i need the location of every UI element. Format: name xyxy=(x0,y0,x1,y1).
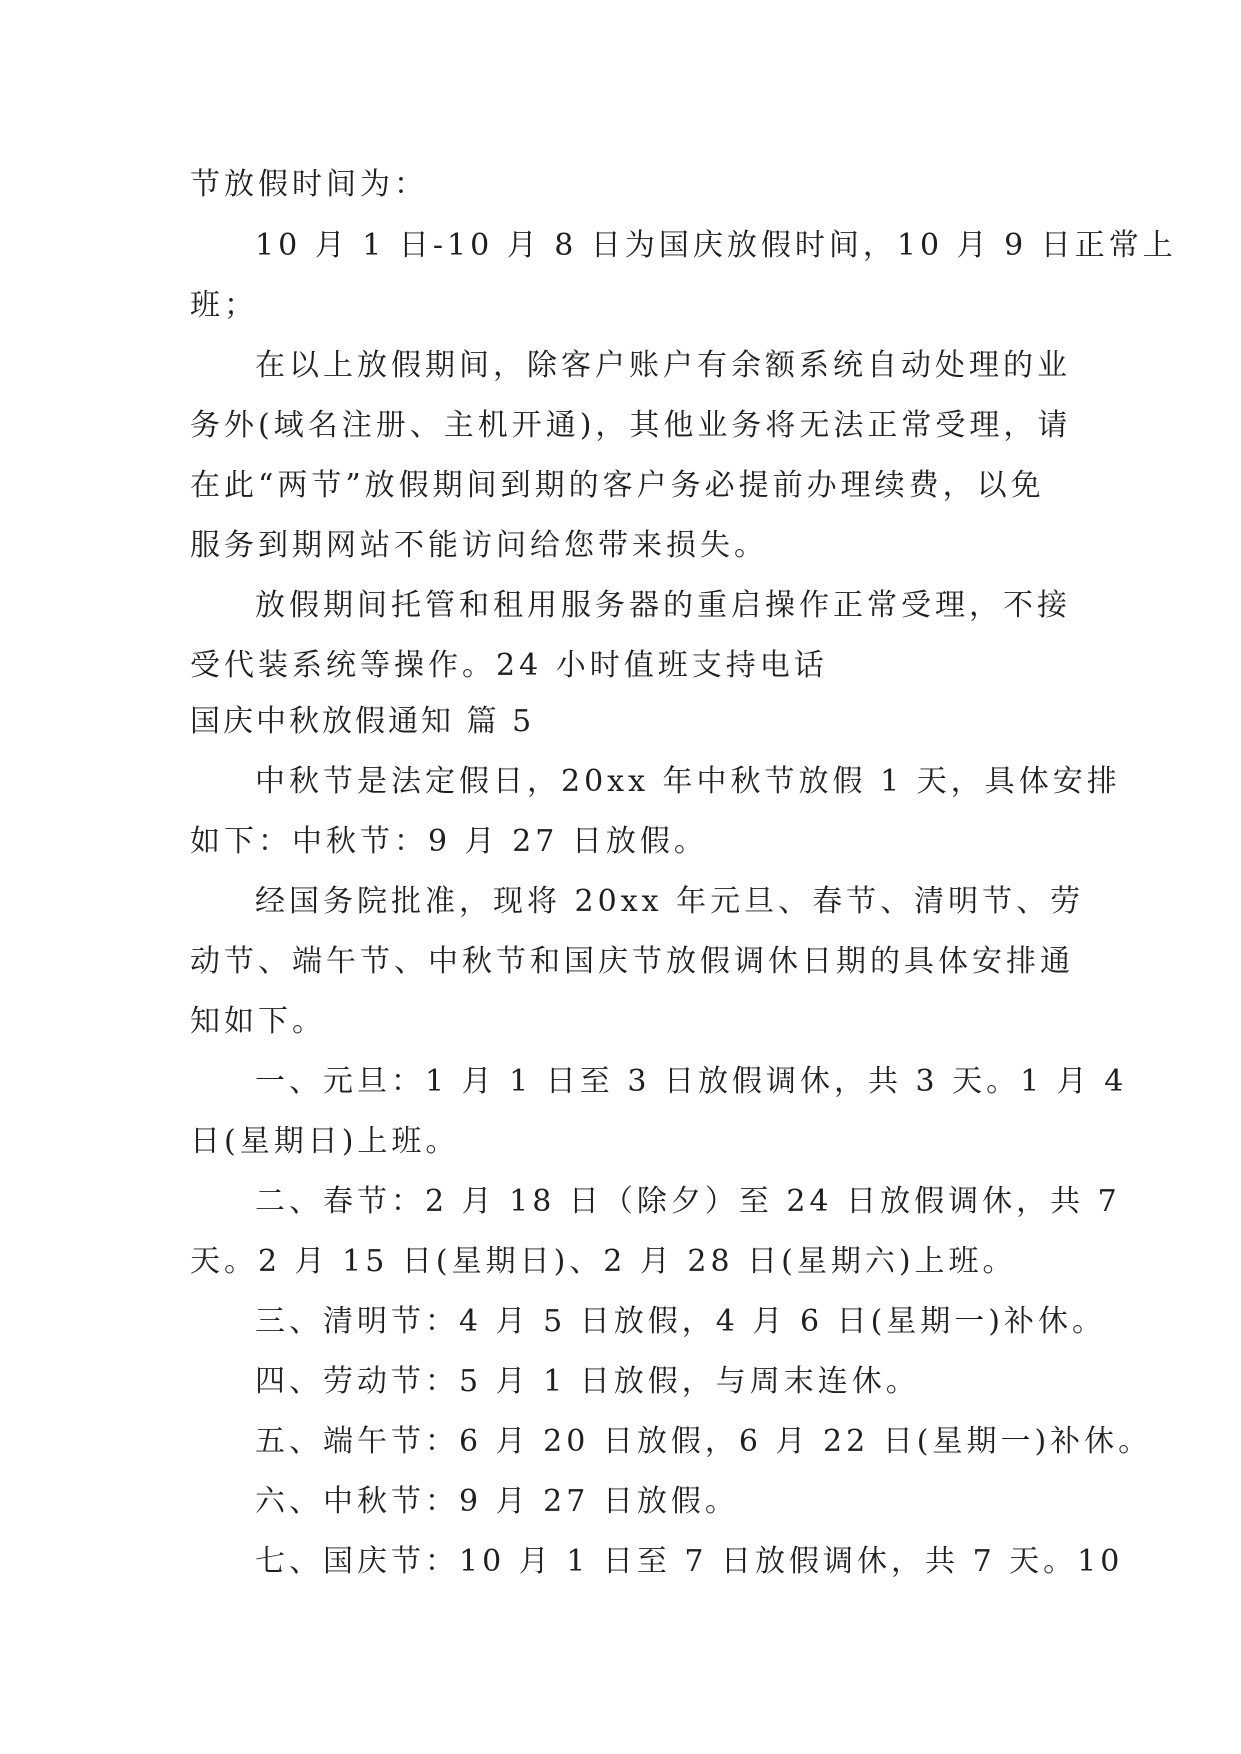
text-line: 五、端午节：6 月 20 日放假，6 月 22 日(星期一)补休。 xyxy=(255,1424,1153,1459)
text-line: 班； xyxy=(190,288,258,323)
text-line: 服务到期网站不能访问给您带来损失。 xyxy=(190,528,768,563)
text-line: 四、劳动节：5 月 1 日放假，与周末连休。 xyxy=(255,1364,920,1399)
text-line: 二、春节：2 月 18 日（除夕）至 24 日放假调休，共 7 xyxy=(255,1184,1121,1219)
text-line: 知如下。 xyxy=(190,1004,326,1039)
text-line: 六、中秋节：9 月 27 日放假。 xyxy=(255,1484,739,1519)
text-line: 七、国庆节：10 月 1 日至 7 日放假调休，共 7 天。10 xyxy=(255,1544,1124,1579)
text-line: 在以上放假期间，除客户账户有余额系统自动处理的业 xyxy=(255,348,1071,383)
text-line: 受代装系统等操作。24 小时值班支持电话 xyxy=(190,648,828,683)
section-heading: 国庆中秋放假通知 篇 5 xyxy=(190,704,535,739)
text-line: 节放假时间为： xyxy=(190,167,428,202)
text-line: 经国务院批准，现将 20xx 年元旦、春节、清明节、劳 xyxy=(255,884,1085,919)
text-line: 放假期间托管和租用服务器的重启操作正常受理，不接 xyxy=(255,588,1071,623)
text-line: 三、清明节：4 月 5 日放假，4 月 6 日(星期一)补休。 xyxy=(255,1304,1106,1339)
text-line: 10 月 1 日-10 月 8 日为国庆放假时间，10 月 9 日正常上 xyxy=(255,228,1177,263)
text-line: 如下：中秋节：9 月 27 日放假。 xyxy=(190,824,708,859)
text-line: 一、元旦：1 月 1 日至 3 日放假调休，共 3 天。1 月 4 xyxy=(255,1064,1128,1099)
text-line: 天。2 月 15 日(星期日)、2 月 28 日(星期六)上班。 xyxy=(190,1244,1017,1279)
text-line: 中秋节是法定假日，20xx 年中秋节放假 1 天，具体安排 xyxy=(255,764,1121,799)
text-line: 日(星期日)上班。 xyxy=(190,1124,460,1159)
text-line: 务外(域名注册、主机开通)，其他业务将无法正常受理，请 xyxy=(190,408,1072,443)
text-line: 动节、端午节、中秋节和国庆节放假调休日期的具体安排通 xyxy=(190,944,1074,979)
text-line: 在此“两节”放假期间到期的客户务必提前办理续费，以免 xyxy=(190,468,1045,503)
